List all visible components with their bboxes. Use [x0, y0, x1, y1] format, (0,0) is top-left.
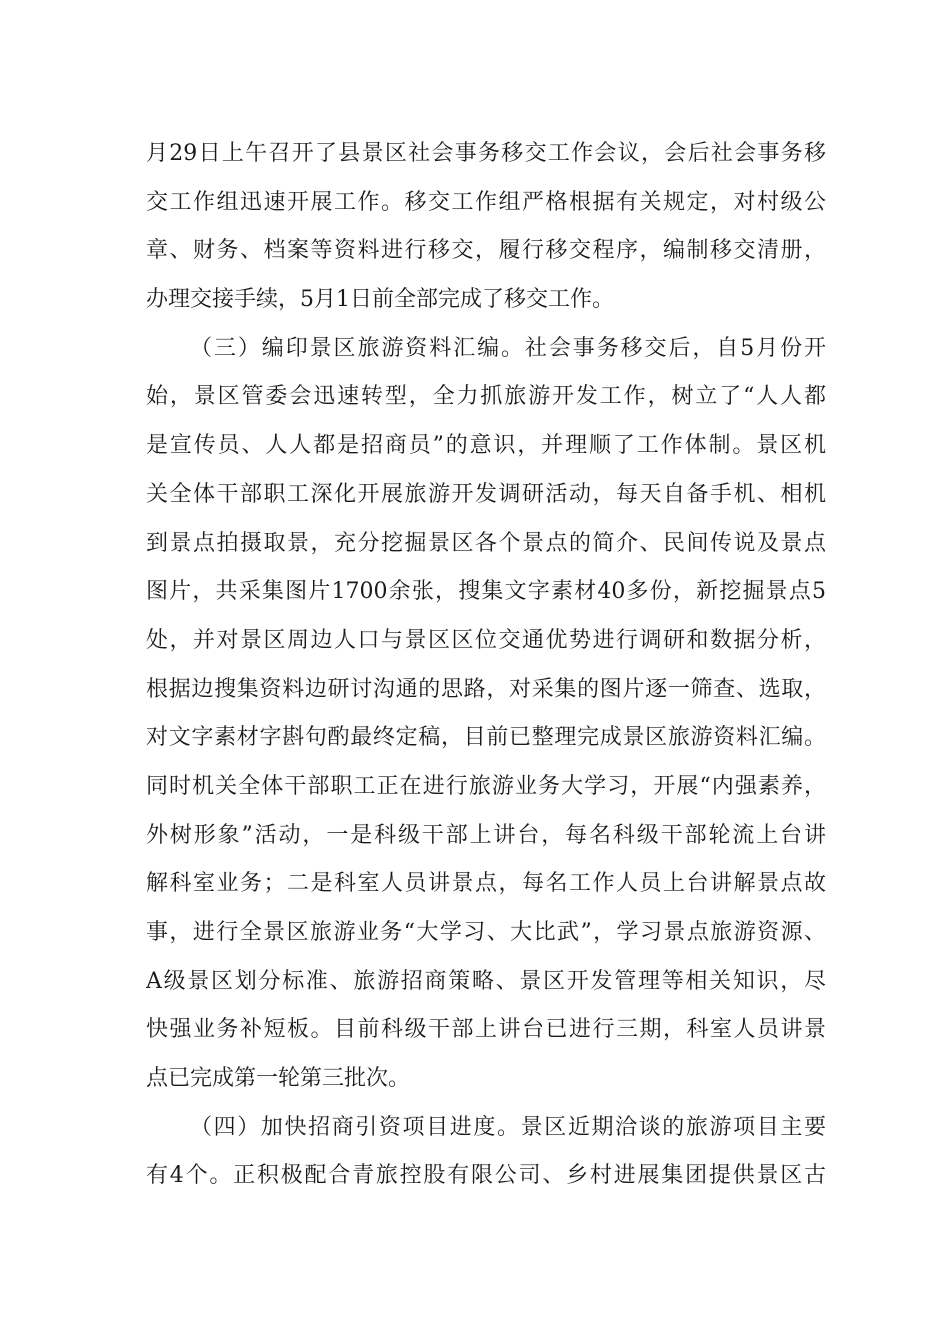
text-line: 处，并对景区周边人口与景区区位交通优势进行调研和数据分析， [146, 627, 826, 653]
text-line: （三）编印景区旅游资料汇编。社会事务移交后，自5月份开 [190, 335, 826, 361]
text-line: 对文字素材字斟句酌最终定稿，目前已整理完成景区旅游资料汇编。 [146, 725, 826, 751]
text-line: 关全体干部职工深化开展旅游开发调研活动，每天自备手机、相机 [146, 481, 826, 507]
text-line: 始，景区管委会迅速转型，全力抓旅游开发工作，树立了“人人都 [146, 384, 826, 410]
text-line: （四）加快招商引资项目进度。景区近期洽谈的旅游项目主要 [190, 1114, 826, 1140]
text-line: 是宣传员、人人都是招商员”的意识，并理顺了工作体制。景区机 [146, 433, 826, 459]
text-line: 交工作组迅速开展工作。移交工作组严格根据有关规定，对村级公 [146, 189, 826, 215]
text-line: 到景点拍摄取景，充分挖掘景区各个景点的简介、民间传说及景点 [146, 530, 826, 556]
text-line: 同时机关全体干部职工正在进行旅游业务大学习，开展“内强素养， [146, 773, 826, 799]
text-line: A级景区划分标准、旅游招商策略、景区开发管理等相关知识，尽 [146, 968, 826, 994]
document-body [146, 130, 826, 1201]
text-line: 快强业务补短板。目前科级干部上讲台已进行三期，科室人员讲景 [146, 1017, 826, 1043]
text-line: 有4个。正积极配合青旅控股有限公司、乡村进展集团提供景区古 [146, 1163, 826, 1189]
text-line: 月29日上午召开了县景区社会事务移交工作会议，会后社会事务移 [146, 141, 826, 166]
text-line: 图片，共采集图片1700余张，搜集文字素材40多份，新挖掘景点5 [146, 579, 826, 605]
text-line: 根据边搜集资料边研讨沟通的思路，对采集的图片逐一筛查、选取， [146, 676, 826, 702]
text-line: 解科室业务；二是科室人员讲景点，每名工作人员上台讲解景点故 [146, 871, 826, 897]
text-line: 章、财务、档案等资料进行移交，履行移交程序，编制移交清册， [146, 238, 826, 264]
text-line: 办理交接手续，5月1日前全部完成了移交工作。 [146, 287, 614, 313]
text-line: 事，进行全景区旅游业务“大学习、大比武”，学习景点旅游资源、 [146, 920, 826, 945]
text-line: 外树形象”活动，一是科级干部上讲台，每名科级干部轮流上台讲 [146, 822, 826, 848]
text-line: 点已完成第一轮第三批次。 [146, 1066, 411, 1092]
